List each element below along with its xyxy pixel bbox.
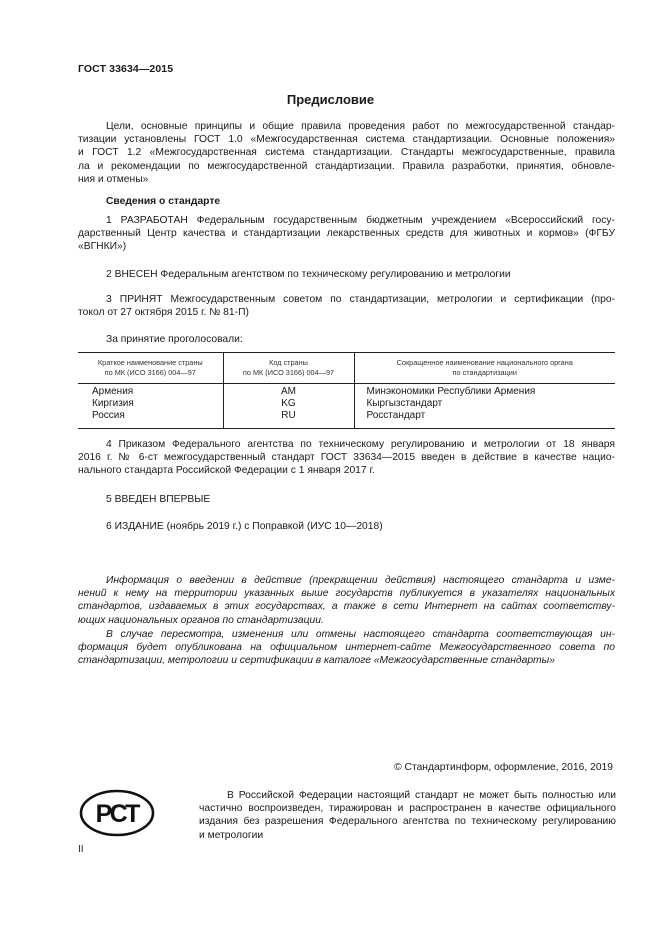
country-name: Армения	[92, 386, 134, 397]
header-line: Код страны	[269, 358, 308, 367]
rst-certification-mark-icon	[78, 788, 156, 843]
country-code: AM	[281, 386, 296, 397]
text-line: В Российской Федерации настоящий стандарт не может быть полностью или	[227, 790, 616, 801]
text-line: Цели, основные принципы и общие правила проведения работ по межгосударственной стандар-	[106, 121, 615, 132]
column-header-country	[78, 353, 223, 384]
text-line: В случае пересмотра, изменения или отмены настоящего стандарта соответствующая ин-	[106, 629, 615, 640]
text-line: 4 Приказом Федерального агентства по техническому регулированию и метрологии от 18 января	[106, 439, 615, 450]
text-line: нального стандарта Российской Федерации с 1 января 2017 г.	[78, 465, 375, 477]
document-code: ГОСТ 33634—2015	[78, 63, 174, 75]
intro-paragraph	[78, 120, 615, 186]
text-line: «ВГНКИ»)	[78, 241, 127, 253]
table-body-row	[78, 384, 615, 429]
page-title: Предисловие	[286, 92, 375, 107]
text-line: Информация о введении в действие (прекращении действия) настоящего стандарта и изме-	[106, 575, 615, 586]
text-line: издания без разрешения Федерального агентства по техническому регулированию	[199, 816, 616, 828]
text-line: ющих национальных органов по стандартизации.	[78, 614, 324, 626]
text-line: нений к нему на территории указанных выше государств публикуется в указателях национальных	[78, 588, 615, 600]
vote-intro	[78, 333, 615, 346]
text-line: ния и отмены»	[78, 173, 149, 185]
text-line: 1 РАЗРАБОТАН Федеральным государственным бюджетным учреждением «Всероссийский госу-	[106, 215, 615, 226]
item-1-paragraph	[78, 214, 615, 254]
column-header-code	[223, 353, 354, 384]
organ-name: Минэкономики Республики Армения	[366, 386, 536, 397]
section-title: Сведения о стандарте	[106, 196, 221, 207]
text-line: 6 ИЗДАНИЕ (ноябрь 2019 г.) с Поправкой (ИУС 10—2018)	[106, 521, 383, 532]
organ-name: Росстандарт	[366, 410, 426, 421]
item-5-paragraph	[78, 493, 615, 506]
text-line: 5 ВВЕДЕН ВПЕРВЫЕ	[106, 494, 211, 505]
info-paragraph-2	[78, 628, 615, 668]
page-number: II	[78, 844, 84, 855]
country-code: RU	[281, 410, 296, 421]
logo-letters: РСТ	[95, 800, 139, 828]
country-cell	[78, 384, 223, 429]
reproduction-notice	[199, 789, 616, 842]
copyright-notice: © Стандартинформ, оформление, 2016, 2019	[394, 762, 613, 773]
code-cell	[223, 384, 354, 429]
text-line: За принятие проголосовали:	[106, 334, 243, 345]
text-line: и метрологии	[199, 829, 264, 841]
text-line: токол от 27 октября 2015 г. № 81-П)	[78, 307, 249, 319]
text-line: частично воспроизведен, тиражирован и распространен в качестве официального	[199, 803, 616, 815]
voting-countries-table	[78, 352, 615, 429]
item-2-paragraph	[78, 268, 615, 281]
table-header-row	[78, 353, 615, 384]
text-line: стандартизации, метрологии и сертификации в каталоге «Межгосударственные стандарты»	[78, 655, 555, 667]
text-line: тизации установлены ГОСТ 1.0 «Межгосударственная система стандартизации. Основные положения»	[78, 134, 615, 146]
text-line: и ГОСТ 1.2 «Межгосударственная система стандартизации. Стандарты межгосударственные, правила	[78, 147, 615, 159]
info-paragraph-1	[78, 574, 615, 627]
header-line: по МК (ИСО 3166) 004—97	[104, 368, 196, 377]
text-line: 2016 г. № 6-ст межгосударственный стандарт ГОСТ 33634—2015 введен в действие в качестве нацио-	[78, 452, 615, 464]
item-4-paragraph	[78, 438, 615, 478]
header-line: по МК (ИСО 3166) 004—97	[242, 368, 335, 377]
text-line: стандартов, издаваемых в этих государствах, а также в сети Интернет на сайтах соответству-	[78, 601, 615, 613]
item-6-paragraph	[78, 520, 615, 533]
header-line: Сокращенное наименование национального органа	[396, 358, 573, 367]
header-line: Краткое наименование страны	[97, 358, 203, 367]
text-line: формация будет опубликована на официальном интернет-сайте Межгосударственного совета по	[78, 642, 615, 654]
item-3-paragraph	[78, 293, 615, 319]
organ-name: Кыргызстандарт	[366, 398, 443, 409]
text-line: 2 ВНЕСЕН Федеральным агентством по техническому регулированию и метрологии	[106, 269, 511, 280]
country-code: KG	[281, 398, 296, 409]
text-line: дарственный Центр качества и стандартизации лекарственных средств для животных и кормов» (ФГБУ	[78, 228, 615, 240]
column-header-organ	[354, 353, 615, 384]
country-name: Киргизия	[92, 398, 134, 409]
text-line: 3 ПРИНЯТ Межгосударственным советом по стандартизации, метрологии и сертификации (про-	[106, 294, 615, 305]
header-line: по стандартизации	[452, 368, 517, 377]
country-name: Россия	[92, 410, 125, 421]
organ-cell	[354, 384, 615, 429]
text-line: ла и рекомендации по межгосударственной стандартизации. Правила разработки, принятия, обновле-	[78, 160, 615, 172]
